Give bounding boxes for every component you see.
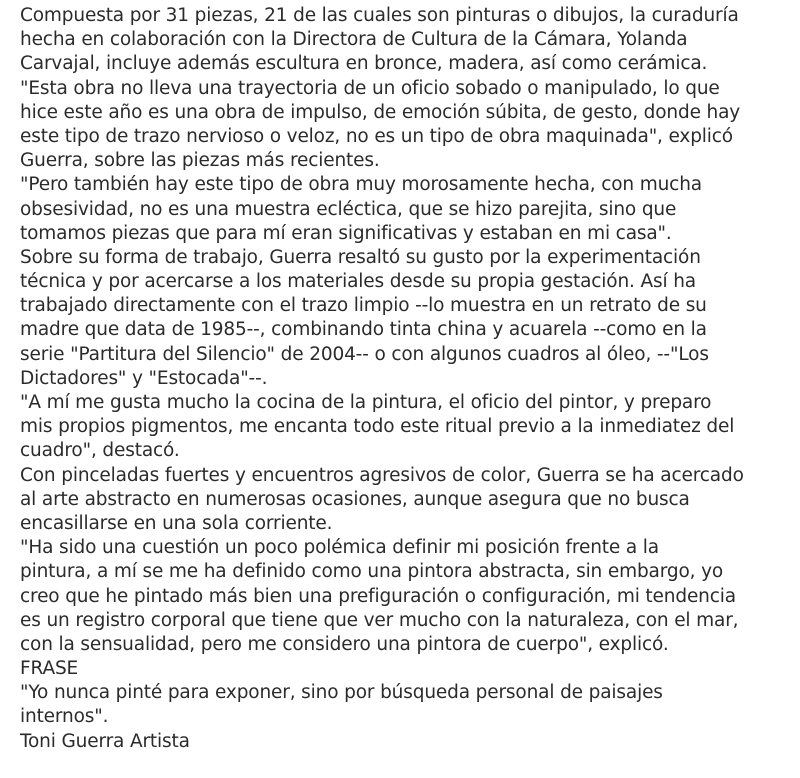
quote-text-line: con la sensualidad, pero me considero una pintora de cuerpo", explicó. — [20, 633, 669, 655]
quote-text-line: es un registro corporal que tiene que ver mucho con la naturaleza, con el mar, — [20, 609, 739, 631]
article-text-line: Con pinceladas fuertes y encuentros agresivos de color, Guerra se ha acercado — [20, 464, 744, 486]
article-text-line: madre que data de 1985--, combinando tinta china y acuarela --como en la — [20, 319, 707, 341]
quote-text-line: "Ha sido una cuestión un poco polémica definir mi posición frente a la — [20, 537, 659, 559]
article-text-line: Compuesta por 31 piezas, 21 de las cuales son pinturas o dibujos, la curaduría — [20, 5, 739, 26]
article-text-line: al arte abstracto en numerosas ocasiones, aunque asegura que no busca — [20, 488, 690, 510]
article-text-line: Sobre su forma de trabajo, Guerra resaltó su gusto por la experimentación — [20, 246, 701, 268]
phrase-attribution: Toni Guerra Artista — [20, 730, 190, 752]
quote-text-line: obsesividad, no es una muestra ecléctica, que se hizo parejita, sino que — [20, 198, 677, 220]
article-text-line: Dictadores" y "Estocada"--. — [20, 367, 268, 389]
quote-text-line: tomamos piezas que para mí eran significativas y estaban en mi casa". — [20, 222, 672, 244]
article-text-line: encasillarse en una sola corriente. — [20, 512, 333, 534]
section-label: FRASE — [20, 658, 79, 680]
article-text-line: hecha en colaboración con la Directora de Cultura de la Cámara, Yolanda — [20, 29, 688, 51]
quote-text-line: mis propios pigmentos, me encanta todo este ritual previo a la inmediatez del — [20, 416, 735, 438]
quote-text-line: este tipo de trazo nervioso o veloz, no es un tipo de obra maquinada", explicó — [20, 125, 733, 147]
article-text-line: Carvajal, incluye además escultura en bronce, madera, así como cerámica. — [20, 53, 708, 75]
article-text-line: trabajado directamente con el trazo limpio --lo muestra en un retrato de su — [20, 295, 707, 317]
quote-text-line: creo que he pintado más bien una prefiguración o configuración, mi tendencia — [20, 585, 736, 607]
article-text-line: técnica y por acercarse a los materiales desde su propia gestación. Así ha — [20, 271, 696, 293]
quote-text-line: pintura, a mí se me ha definido como una pintora abstracta, sin embargo, yo — [20, 561, 724, 583]
article-body — [20, 4, 795, 754]
quote-text-line: "A mí me gusta mucho la cocina de la pintura, el oficio del pintor, y preparo — [20, 392, 712, 413]
article-text-line: serie "Partitura del Silencio" de 2004-- o con algunos cuadros al óleo, --"Los — [20, 343, 709, 365]
quote-text-line: hice este año es una obra de impulso, de emoción súbita, de gesto, donde hay — [20, 101, 741, 123]
quote-text-line: cuadro", destacó. — [20, 440, 180, 462]
phrase-text-line: "Yo nunca pinté para exponer, sino por búsqueda personal de paisajes — [20, 682, 663, 704]
quote-text-line: "Pero también hay este tipo de obra muy morosamente hecha, con mucha — [20, 174, 702, 196]
article-text-line: Guerra, sobre las piezas más recientes. — [20, 150, 380, 172]
quote-text-line: "Esta obra no lleva una trayectoria de un oficio sobado o manipulado, lo que — [20, 77, 720, 99]
phrase-text-line: internos". — [20, 706, 109, 728]
